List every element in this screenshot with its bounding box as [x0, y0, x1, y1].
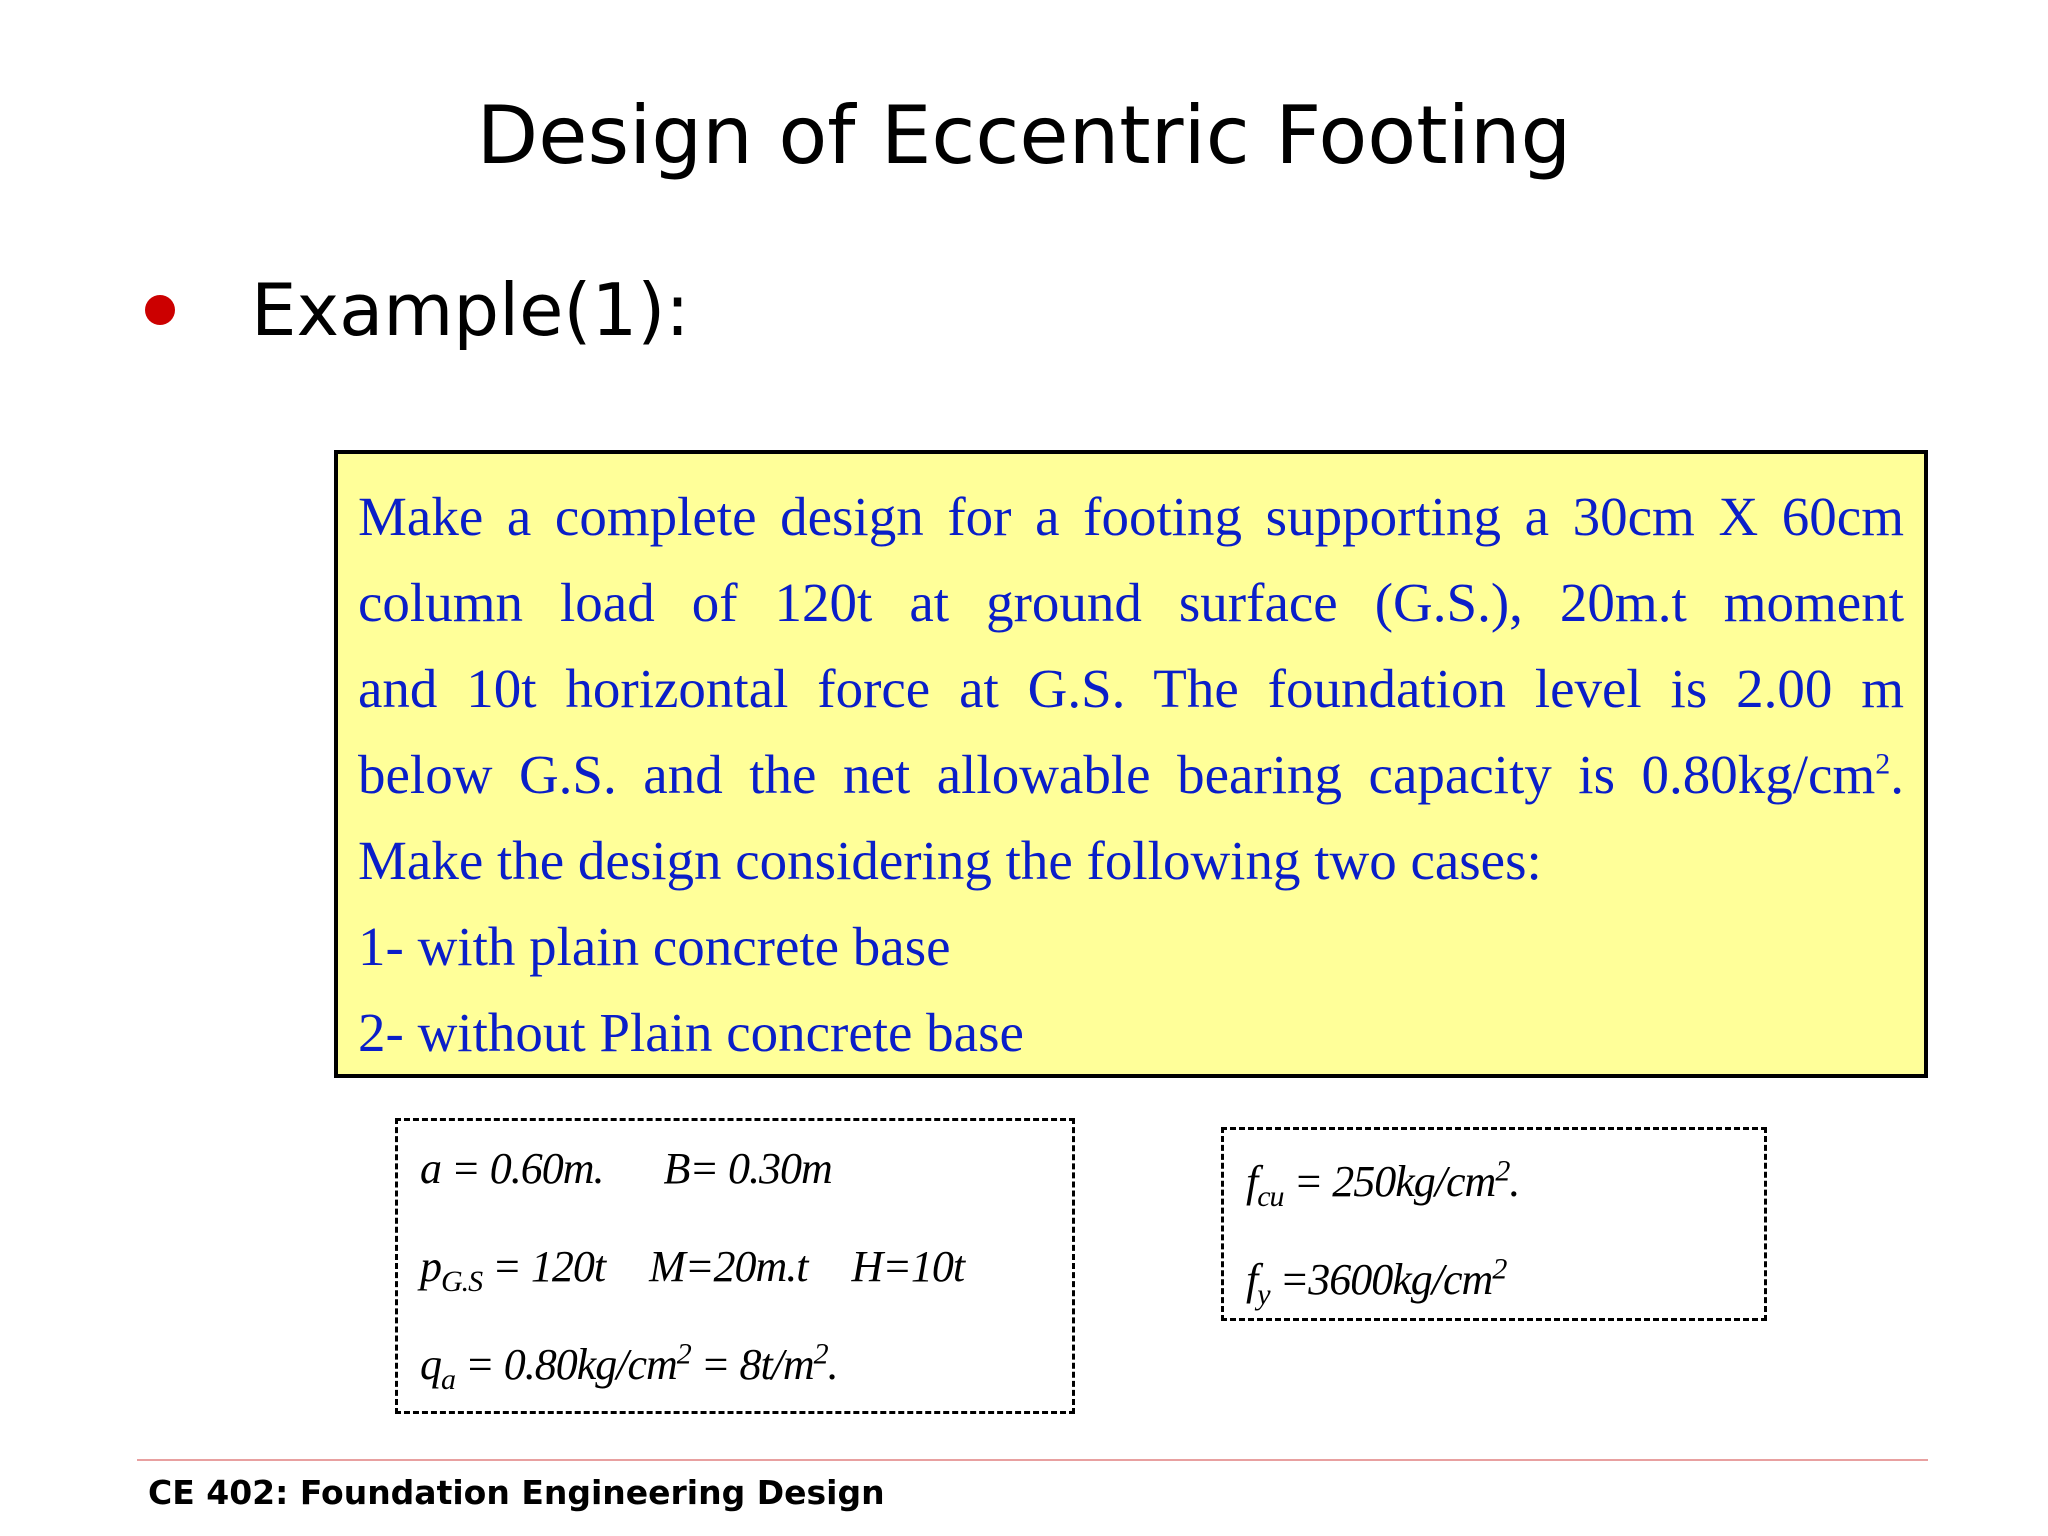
problem-line-7: 2- without Plain concrete base [358, 1002, 1024, 1063]
bullet-text: Example(1): [251, 268, 690, 352]
problem-line-4-sup: 2 [1875, 747, 1891, 781]
footer-course: CE 402: Foundation Engineering Design [148, 1473, 885, 1512]
bullet-item [145, 262, 690, 358]
problem-line-3: and 10t horizontal force at G.S. The foundation level is 2.00 m [358, 658, 1904, 719]
footer-divider [137, 1459, 1928, 1461]
given-fy: $f_y =3600kg/cm^2$ [1246, 1252, 1507, 1311]
problem-line-4 [358, 732, 1904, 818]
given-p: $p_{G.S} = 120t$ [420, 1242, 606, 1298]
problem-line-4-end: . [1890, 744, 1904, 805]
given-a: a = 0.60m. [420, 1144, 604, 1193]
given-dimensions [420, 1139, 1072, 1237]
given-H: H=10t [851, 1242, 965, 1291]
given-values-box [395, 1118, 1075, 1414]
given-loads [420, 1237, 1072, 1335]
problem-line-4-text: below G.S. and the net allowable bearing capacity is 0.80kg/cm [358, 744, 1876, 805]
given-bearing [420, 1335, 1072, 1433]
problem-line-5: Make the design considering the following two cases: [358, 830, 1542, 891]
given-B: B= 0.30m [663, 1144, 832, 1193]
problem-line-1: Make a complete design for a footing supporting a 30cm X 60cm [358, 486, 1904, 547]
problem-statement-box [334, 450, 1928, 1078]
problem-line-2: column load of 120t at ground surface (G.S.), 20m.t moment [358, 572, 1904, 633]
given-fcu: $f_{cu} = 250kg/cm^2$. [1246, 1154, 1520, 1213]
given-M: M=20m.t [649, 1242, 808, 1291]
given-q: $q_a = 0.80kg/cm^2 = 8t/m^2$. [420, 1337, 838, 1396]
slide-title: Design of Eccentric Footing [476, 89, 1572, 182]
problem-line-6: 1- with plain concrete base [358, 916, 951, 977]
material-values-box [1221, 1127, 1767, 1321]
bullet-dot-icon [145, 295, 175, 325]
